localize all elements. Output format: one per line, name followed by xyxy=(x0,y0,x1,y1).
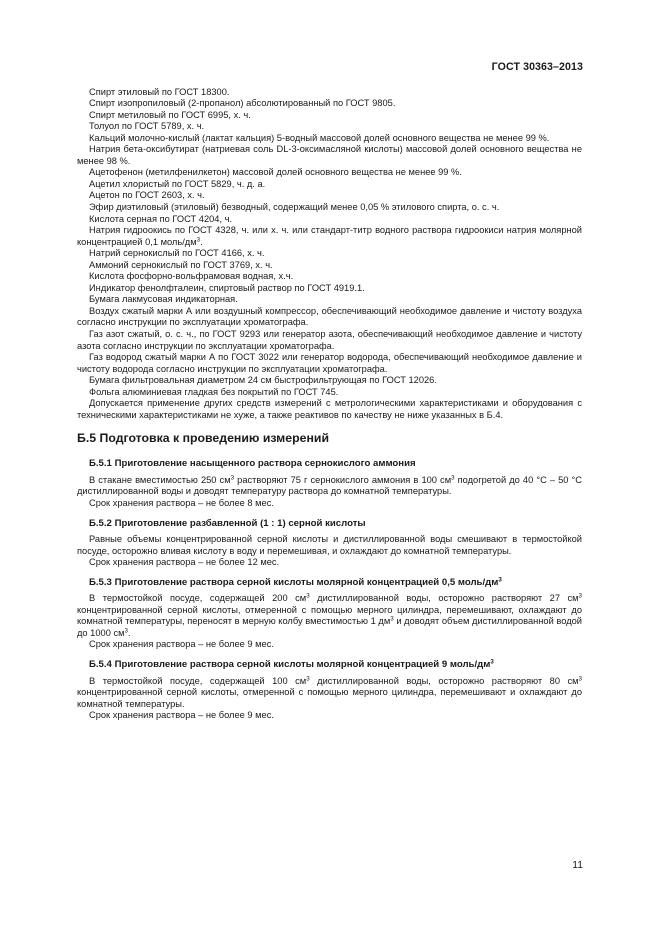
text-run: В термостойкой посуде, содержащей 100 см xyxy=(89,675,307,686)
unit-superscript: 3 xyxy=(390,615,394,623)
text-run: . xyxy=(127,627,131,638)
storage-note: Срок хранения раствора – не более 12 мес. xyxy=(89,557,280,568)
text-run: подогретой до 40 °С – 50 °С дистиллированной воды и доводят температуру раствора до комнатной температуры. xyxy=(77,474,582,497)
reagent-item: Спирт метиловый по ГОСТ 6995, х. ч. xyxy=(89,109,251,120)
subsection-text xyxy=(77,475,582,498)
reagent-item: Бумага фильтровальная диаметром 24 см быстрофильтрующая по ГОСТ 12026. xyxy=(89,375,437,386)
reagent-item: Натрия бета-оксибутират (натриевая соль DL-3-оксимасляной кислоты) массовой долей основного вещества не менее 98 %. xyxy=(77,144,582,166)
reagent-list xyxy=(77,87,582,422)
unit-superscript: 3 xyxy=(578,675,582,683)
naoh-text: Натрия гидроокись по ГОСТ 4328, ч. или х. ч. или стандарт-титр водного раствора гидроокиси натрия молярной концентрацией 0,1 моль/дм xyxy=(77,225,582,247)
subsection-text xyxy=(77,676,582,711)
document-id: ГОСТ 30363–2013 xyxy=(491,61,583,73)
page-number: 11 xyxy=(572,860,583,871)
text-run: В термостойкой посуде, содержащей 200 см xyxy=(89,593,307,604)
reagent-item: Кислота фосфорно-вольфрамовая водная, х.ч. xyxy=(89,271,294,282)
subsection-title: Б.5.2 Приготовление разбавленной (1 : 1) серной кислоты xyxy=(89,517,366,529)
reagent-substitution-note: Допускается применение других средств измерений с метрологическими характеристиками и оборудования с техническими характеристиками не хуже, а также реактивов по качеству не ниже указанных в Б.4. xyxy=(77,398,582,420)
text-run: дистиллированной воды, осторожно растворяют 27 см xyxy=(309,593,579,604)
reagent-item: Натрий сернокислый по ГОСТ 4166, х. ч. xyxy=(89,248,265,259)
subsection-text xyxy=(77,593,582,639)
reagent-item: Газ водород сжатый марки А по ГОСТ 3022 или генератор водорода, обеспечивающий необходимое давление и чистоту водорода согласно инструкции по эксплуатации хроматографа. xyxy=(77,352,582,374)
unit-superscript: 3 xyxy=(306,675,310,683)
unit-superscript: 3 xyxy=(230,474,235,482)
subsection-title xyxy=(77,659,582,671)
unit-superscript: 3 xyxy=(451,474,455,482)
reagent-item: Бумага лакмусовая индикаторная. xyxy=(89,294,238,305)
subsection-title: Б.5.1 Приготовление насыщенного раствора сернокислого аммония xyxy=(89,458,416,470)
reagent-item: Ацетофенон (метилфенилкетон) массовой долей основного вещества не менее 99 %. xyxy=(89,167,462,178)
reagent-item: Кислота серная по ГОСТ 4204, ч. xyxy=(89,213,233,224)
text-run: и доводят объем дистиллированной водой до 1000 см xyxy=(77,616,582,638)
text-run: растворяют 75 г сернокислого аммония в 100 см xyxy=(234,474,452,485)
subsection-text: Равные объемы концентрированной серной кислоты и дистиллированной воды смешивают в термостойкой посуде, осторожно вливая кислоту в воду и перемешивая, и охлаждают до комнатной температуры. xyxy=(77,534,582,556)
naoh-tail: . xyxy=(200,236,203,247)
reagent-item-naoh xyxy=(77,225,582,248)
unit-superscript: 3 xyxy=(306,592,310,600)
unit-superscript: 3 xyxy=(498,576,502,584)
text-run: концентрированной серной кислоты, отмеренной с помощью мерного цилиндра, перемешивают, охлаждают до комнатной температуры, переносят в мерную колбу вместимостью 1 дм xyxy=(77,604,582,627)
storage-note: Срок хранения раствора – не более 8 мес. xyxy=(89,498,274,508)
title-text: Б.5.3 Приготовление раствора серной кислоты молярной концентрацией 0,5 моль/дм xyxy=(89,576,499,588)
section-title: Б.5 Подготовка к проведению измерений xyxy=(77,431,330,446)
reagent-item: Кальций молочно-кислый (лактат кальция) 5-водный массовой долей основного вещества не менее 99 %. xyxy=(89,132,550,143)
reagent-item: Эфир диэтиловый (этиловый) безводный, содержащий менее 0,05 % этилового спирта, о. с. ч. xyxy=(89,201,500,212)
reagent-item: Спирт изопропиловый (2-пропанол) абсолютированный по ГОСТ 9805. xyxy=(89,98,396,109)
page-body xyxy=(77,87,582,722)
storage-note: Срок хранения раствора – не более 9 мес. xyxy=(89,710,274,721)
text-run: концентрированной серной кислоты, отмеренной с помощью мерного цилиндра, перемешивают и охлаждают до комнатной температуры. xyxy=(77,687,582,709)
unit-superscript: 3 xyxy=(578,592,582,600)
reagent-item: Воздух сжатый марки А или воздушный компрессор, обеспечивающий необходимое давление и чистоту воздуха согласно инструкции по эксплуатации хроматографа. xyxy=(77,305,582,328)
unit-superscript: 3 xyxy=(196,236,201,244)
reagent-item: Толуол по ГОСТ 5789, х. ч. xyxy=(89,121,205,132)
text-run: дистиллированной воды, осторожно растворяют 80 см xyxy=(309,675,579,686)
reagent-item: Индикатор фенолфталеин, спиртовый раствор по ГОСТ 4919.1. xyxy=(89,282,365,293)
reagent-item: Газ азот сжатый, о. с. ч., по ГОСТ 9293 или генератор азота, обеспечивающий необходимое давление и чистоту азота согласно инструкции по эксплуатации хроматографа. xyxy=(77,328,582,351)
title-text: Б.5.4 Приготовление раствора серной кислоты молярной концентрацией 9 моль/дм xyxy=(89,659,491,671)
reagent-item: Ацетил хлористый по ГОСТ 5829, ч. д. а. xyxy=(89,178,266,189)
storage-note: Срок хранения раствора – не более 9 мес. xyxy=(89,639,274,650)
reagent-item: Фольга алюминиевая гладкая без покрытий по ГОСТ 745. xyxy=(89,386,339,397)
unit-superscript: 3 xyxy=(490,658,494,666)
subsection-title xyxy=(77,577,582,589)
text-run: В стакане вместимостью 250 см xyxy=(89,474,231,485)
unit-superscript: 3 xyxy=(124,627,128,635)
reagent-item: Аммоний сернокислый по ГОСТ 3769, х. ч. xyxy=(89,259,273,270)
reagent-item: Спирт этиловый по ГОСТ 18300. xyxy=(89,86,230,97)
reagent-item: Ацетон по ГОСТ 2603, х. ч. xyxy=(89,190,205,201)
